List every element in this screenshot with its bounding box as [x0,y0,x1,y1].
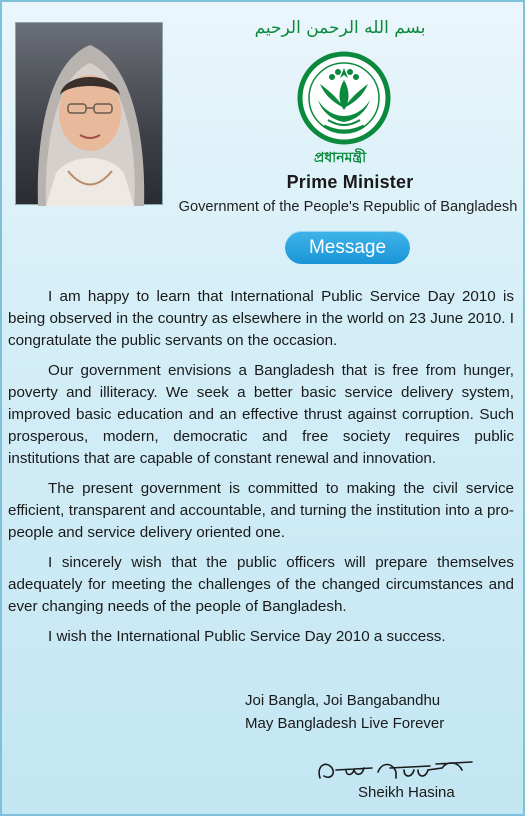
closing-lines [245,689,444,735]
bismillah-calligraphy [254,10,426,42]
government-emblem-icon [298,50,390,146]
svg-text:بسم الله الرحمن الرحيم: بسم الله الرحمن الرحيم [254,18,426,38]
message-body [8,286,514,656]
handwritten-signature [312,752,482,788]
message-badge: Message [285,231,410,264]
bengali-office-title [300,144,380,168]
message-paragraph: I am happy to learn that International Public Service Day 2010 is being observed in the country as elsewhere in the world on 23 June 2010. I congratulate the public servants on the occasion. [8,288,514,349]
signer-name: Sheikh Hasina [358,784,455,801]
closing-line-2: May Bangladesh Live Forever [245,715,445,732]
message-paragraph: I sincerely wish that the public officers will prepare themselves adequately for meeting the challenges of the changed circumstances and ever changing needs of the people of Bangladesh. [8,554,514,615]
message-paragraph: Our government envisions a Bangladesh that is free from hunger, poverty and illiteracy. We seek a better basic service delivery system, improved basic education and an effective thrust against corruption. Such prosperous, modern, democratic and free society requires public institutions that are capable of constant renewal and innovation. [8,362,514,467]
message-paragraph: I wish the International Public Service Day 2010 a success. [48,628,446,645]
page-subtitle: Government of the People's Republic of Bangladesh [178,199,518,215]
page-title: Prime Minister [286,172,414,192]
message-paragraph: The present government is committed to making the civil service efficient, transparent and accountable, and turning the institution into a pro-people and service delivery oriented one. [8,480,514,541]
closing-line-1: Joi Bangla, Joi Bangabandhu [245,692,441,709]
portrait-photo [15,22,163,205]
svg-text:প্রধানমন্ত্রী: প্রধানমন্ত্রী [313,150,367,166]
